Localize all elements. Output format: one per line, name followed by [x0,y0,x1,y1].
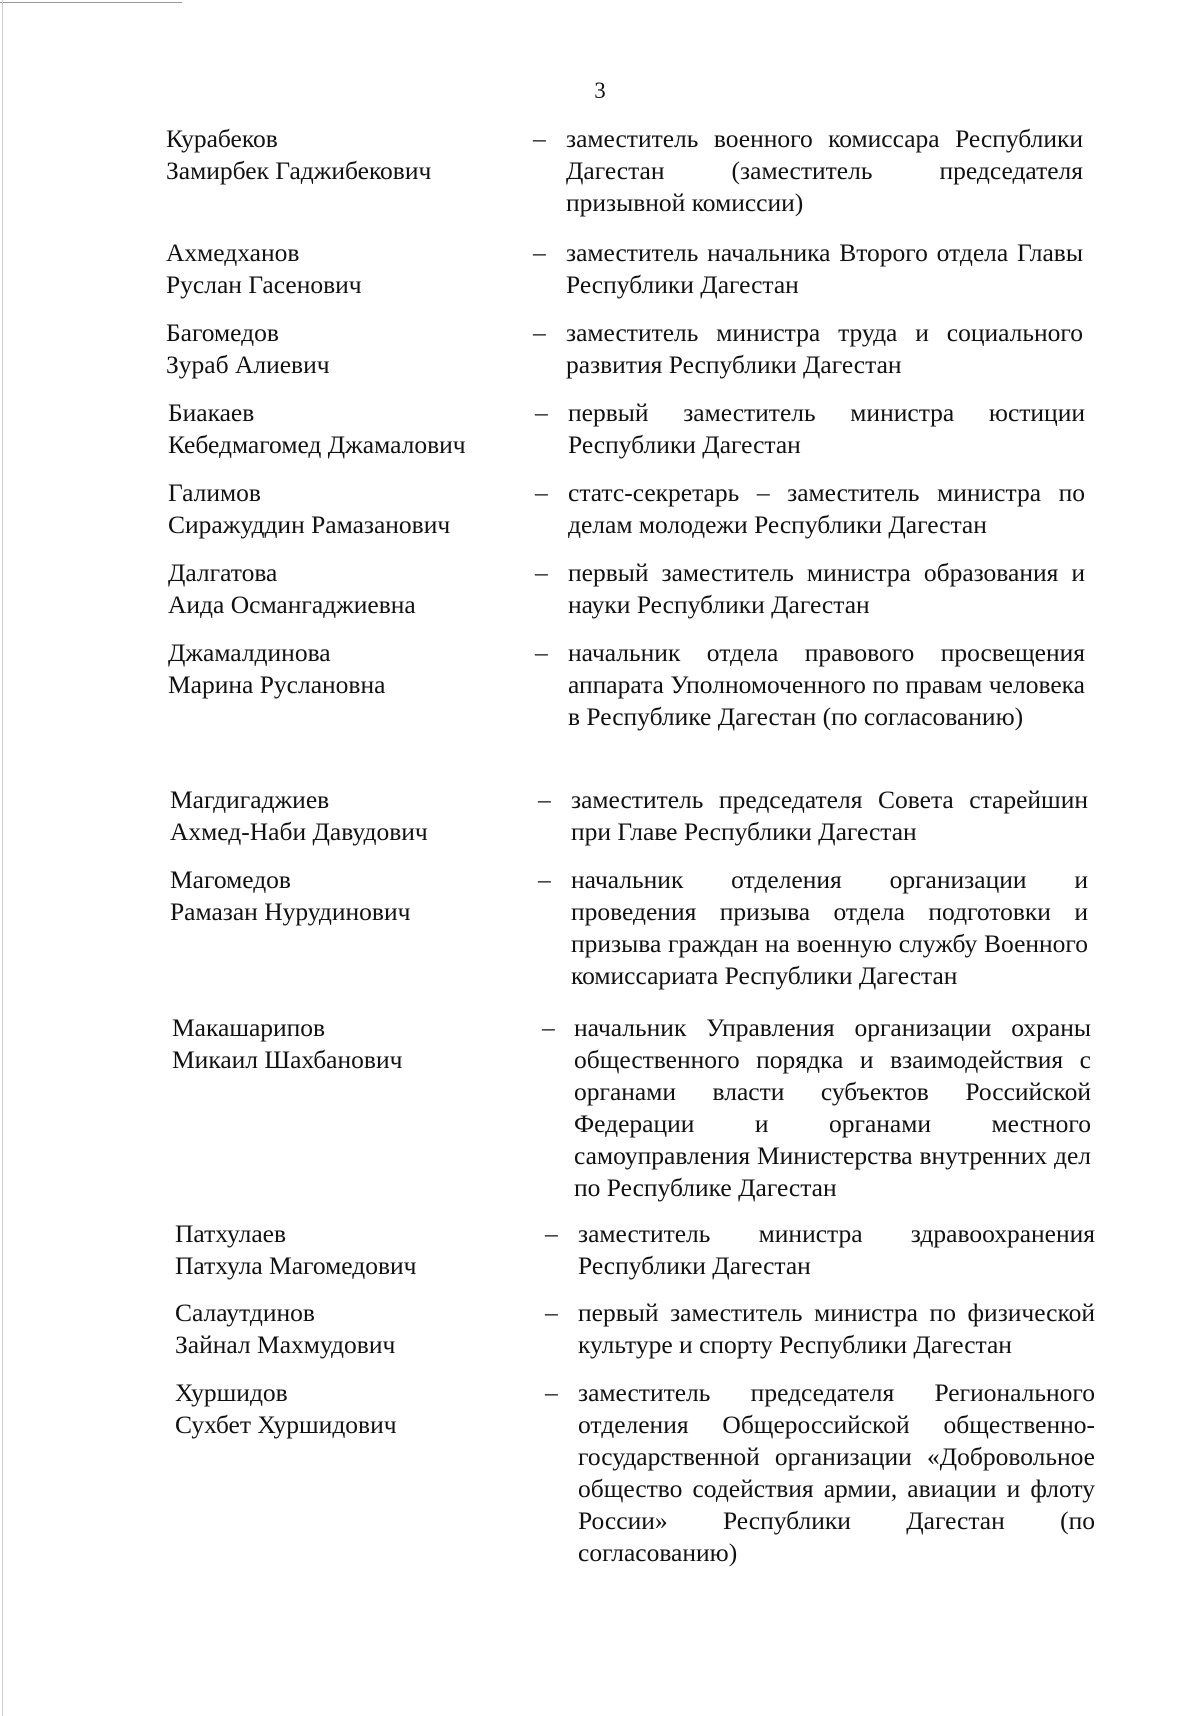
member-position: заместитель военного комиссара Республики Дагестан (заместитель председателя призывной комиссии) [566,124,1083,217]
member-surname: Биакаев [168,398,255,427]
member-name [166,317,506,381]
member-position: статс-секретарь – заместитель министра по делам молодежи Республики Дагестан [568,478,1085,539]
member-position: заместитель министра здравоохранения Республики Дагестан [578,1219,1095,1280]
member-surname: Джамалдинова [168,638,331,667]
member-name [168,477,508,541]
member-given-names: Руслан Гасенович [166,270,362,299]
member-name [175,1297,515,1361]
member-surname: Далгатова [168,558,278,587]
member-name [168,397,508,461]
member-entry [0,1012,1200,1202]
page-number: 3 [594,78,606,103]
member-given-names: Зайнал Махмудович [175,1330,396,1359]
member-given-names: Аида Османгаджиевна [168,590,416,619]
member-surname: Магомедов [170,865,291,894]
dash: – [535,638,548,667]
member-position: начальник Управления организации охраны общественного порядка и взаимодействия с органами власти субъектов Российской Федерации и органами местного самоуправления Министерства внутренних дел по Республике Дагестан [574,1013,1091,1202]
member-position: заместитель председателя Регионального отделения Общероссийской общественно-государственной организации «Добровольное общество содействия армии, авиации и флоту России» Республики Дагестан (по согласованию) [578,1378,1095,1567]
member-name [166,123,506,187]
member-given-names: Замирбек Гаджибекович [166,156,432,185]
member-given-names: Рамазан Нурудинович [170,897,411,926]
member-name [175,1218,515,1282]
member-given-names: Патхула Магомедович [175,1251,417,1280]
dash: – [545,1298,558,1327]
member-given-names: Марина Руслановна [168,670,386,699]
member-given-names: Микаил Шахбанович [172,1045,403,1074]
member-name [170,784,510,848]
member-position: начальник отделения организации и проведения призыва отдела подготовки и призыва граждан на военную службу Военного комиссариата Республики Дагестан [571,865,1088,990]
member-surname: Патхулаев [175,1219,287,1248]
dash: – [535,478,548,507]
member-name [166,237,506,301]
member-surname: Салаутдинов [175,1298,315,1327]
member-entry [0,1297,1200,1359]
member-name [175,1377,515,1441]
member-given-names: Зураб Алиевич [166,350,330,379]
member-position: заместитель начальника Второго отдела Главы Республики Дагестан [566,238,1083,299]
dash: – [538,785,551,814]
member-position: первый заместитель министра юстиции Республики Дагестан [568,398,1085,459]
member-given-names: Сиражуддин Рамазанович [168,510,451,539]
member-surname: Хуршидов [175,1378,288,1407]
scan-edge-top [0,2,182,3]
member-name [170,864,510,928]
member-entry [0,784,1200,846]
member-entry [0,557,1200,619]
dash: – [545,1378,558,1407]
member-surname: Макашарипов [172,1013,326,1042]
dash: – [533,318,546,347]
member-given-names: Сухбет Хуршидович [175,1410,397,1439]
dash: – [535,558,548,587]
member-surname: Галимов [168,478,261,507]
dash: – [542,1013,555,1042]
dash: – [533,238,546,267]
member-surname: Ахмедханов [166,238,300,267]
member-position: первый заместитель министра образования и науки Республики Дагестан [568,558,1085,619]
member-position: заместитель министра труда и социального развития Республики Дагестан [566,318,1083,379]
member-given-names: Ахмед-Наби Давудович [170,817,428,846]
member-surname: Курабеков [166,124,278,153]
member-entry [0,637,1200,731]
member-entry [0,237,1200,299]
dash: – [535,398,548,427]
member-entry [0,477,1200,539]
member-name [168,557,508,621]
member-surname: Багомедов [166,318,279,347]
member-position: первый заместитель министра по физической культуре и спорту Республики Дагестан [578,1298,1095,1359]
scan-edge-left [2,0,3,1716]
member-entry [0,123,1200,217]
member-entry [0,1377,1200,1567]
dash: – [545,1219,558,1248]
member-entry [0,864,1200,990]
member-name [168,637,508,701]
member-entry [0,397,1200,459]
member-position: начальник отдела правового просвещения аппарата Уполномоченного по правам человека в Республике Дагестан (по согласованию) [568,638,1085,731]
member-position: заместитель председателя Совета старейшин при Главе Республики Дагестан [571,785,1088,846]
member-entry [0,1218,1200,1280]
member-name [172,1012,512,1076]
dash: – [533,124,546,153]
dash: – [538,865,551,894]
member-given-names: Кебедмагомед Джамалович [168,430,466,459]
member-surname: Магдигаджиев [170,785,330,814]
member-entry [0,317,1200,379]
